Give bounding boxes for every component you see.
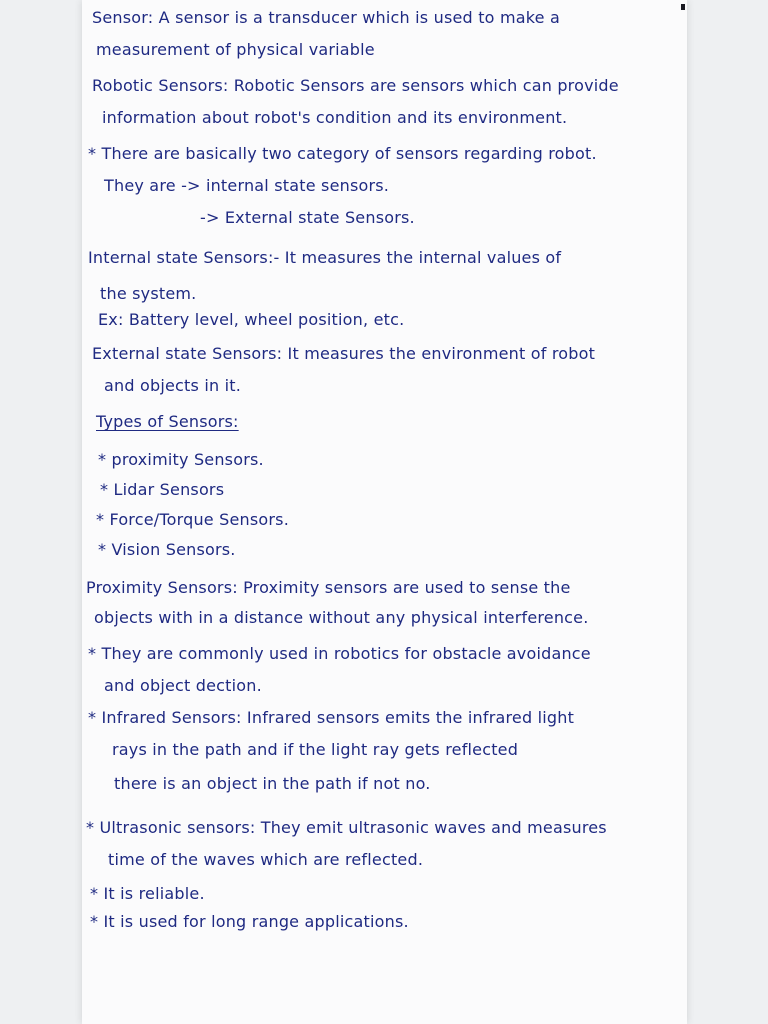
they-are-internal-line: They are -> internal state sensors.: [104, 176, 390, 195]
proximity-sensors-line-1: Proximity Sensors: Proximity sensors are used to sense the: [86, 578, 571, 597]
external-state-item: -> External state Sensors.: [200, 208, 415, 227]
type-force-torque: * Force/Torque Sensors.: [96, 510, 289, 529]
ink-mark: [681, 4, 685, 10]
internal-state-example: Ex: Battery level, wheel position, etc.: [98, 310, 405, 329]
internal-state-heading-line: Internal state Sensors:- It measures the internal values of: [88, 248, 562, 267]
proximity-sensors-line-2: objects with in a distance without any physical interference.: [94, 608, 589, 627]
infrared-sensors-line-2: rays in the path and if the light ray gets reflected: [112, 740, 519, 759]
external-state-line-2: and objects in it.: [104, 376, 241, 395]
infrared-sensors-line-3: there is an object in the path if not no.: [114, 774, 431, 793]
sensor-definition-line-1: Sensor: A sensor is a transducer which is used to make a: [92, 8, 560, 27]
long-range-bullet: * It is used for long range applications.: [90, 912, 409, 931]
sensor-definition-line-2: measurement of physical variable: [96, 40, 375, 59]
robotic-sensors-line-2: information about robot's condition and its environment.: [102, 108, 568, 127]
internal-state-line-2: the system.: [100, 284, 197, 303]
types-of-sensors-heading: Types of Sensors:: [96, 412, 239, 431]
robotic-sensors-line-1: Robotic Sensors: Robotic Sensors are sensors which can provide: [92, 76, 619, 95]
type-proximity: * proximity Sensors.: [98, 450, 264, 469]
reliable-bullet: * It is reliable.: [90, 884, 205, 903]
type-lidar: * Lidar Sensors: [100, 480, 225, 499]
obstacle-avoidance-line-1: * They are commonly used in robotics for obstacle avoidance: [88, 644, 591, 663]
infrared-sensors-line-1: * Infrared Sensors: Infrared sensors emits the infrared light: [88, 708, 575, 727]
obstacle-avoidance-line-2: and object dection.: [104, 676, 262, 695]
type-vision: * Vision Sensors.: [98, 540, 236, 559]
ultrasonic-sensors-line-1: * Ultrasonic sensors: They emit ultrasonic waves and measures: [86, 818, 607, 837]
ultrasonic-sensors-line-2: time of the waves which are reflected.: [108, 850, 424, 869]
sensor-category-line: * There are basically two category of sensors regarding robot.: [88, 144, 597, 163]
external-state-heading-line: External state Sensors: It measures the environment of robot: [92, 344, 596, 363]
